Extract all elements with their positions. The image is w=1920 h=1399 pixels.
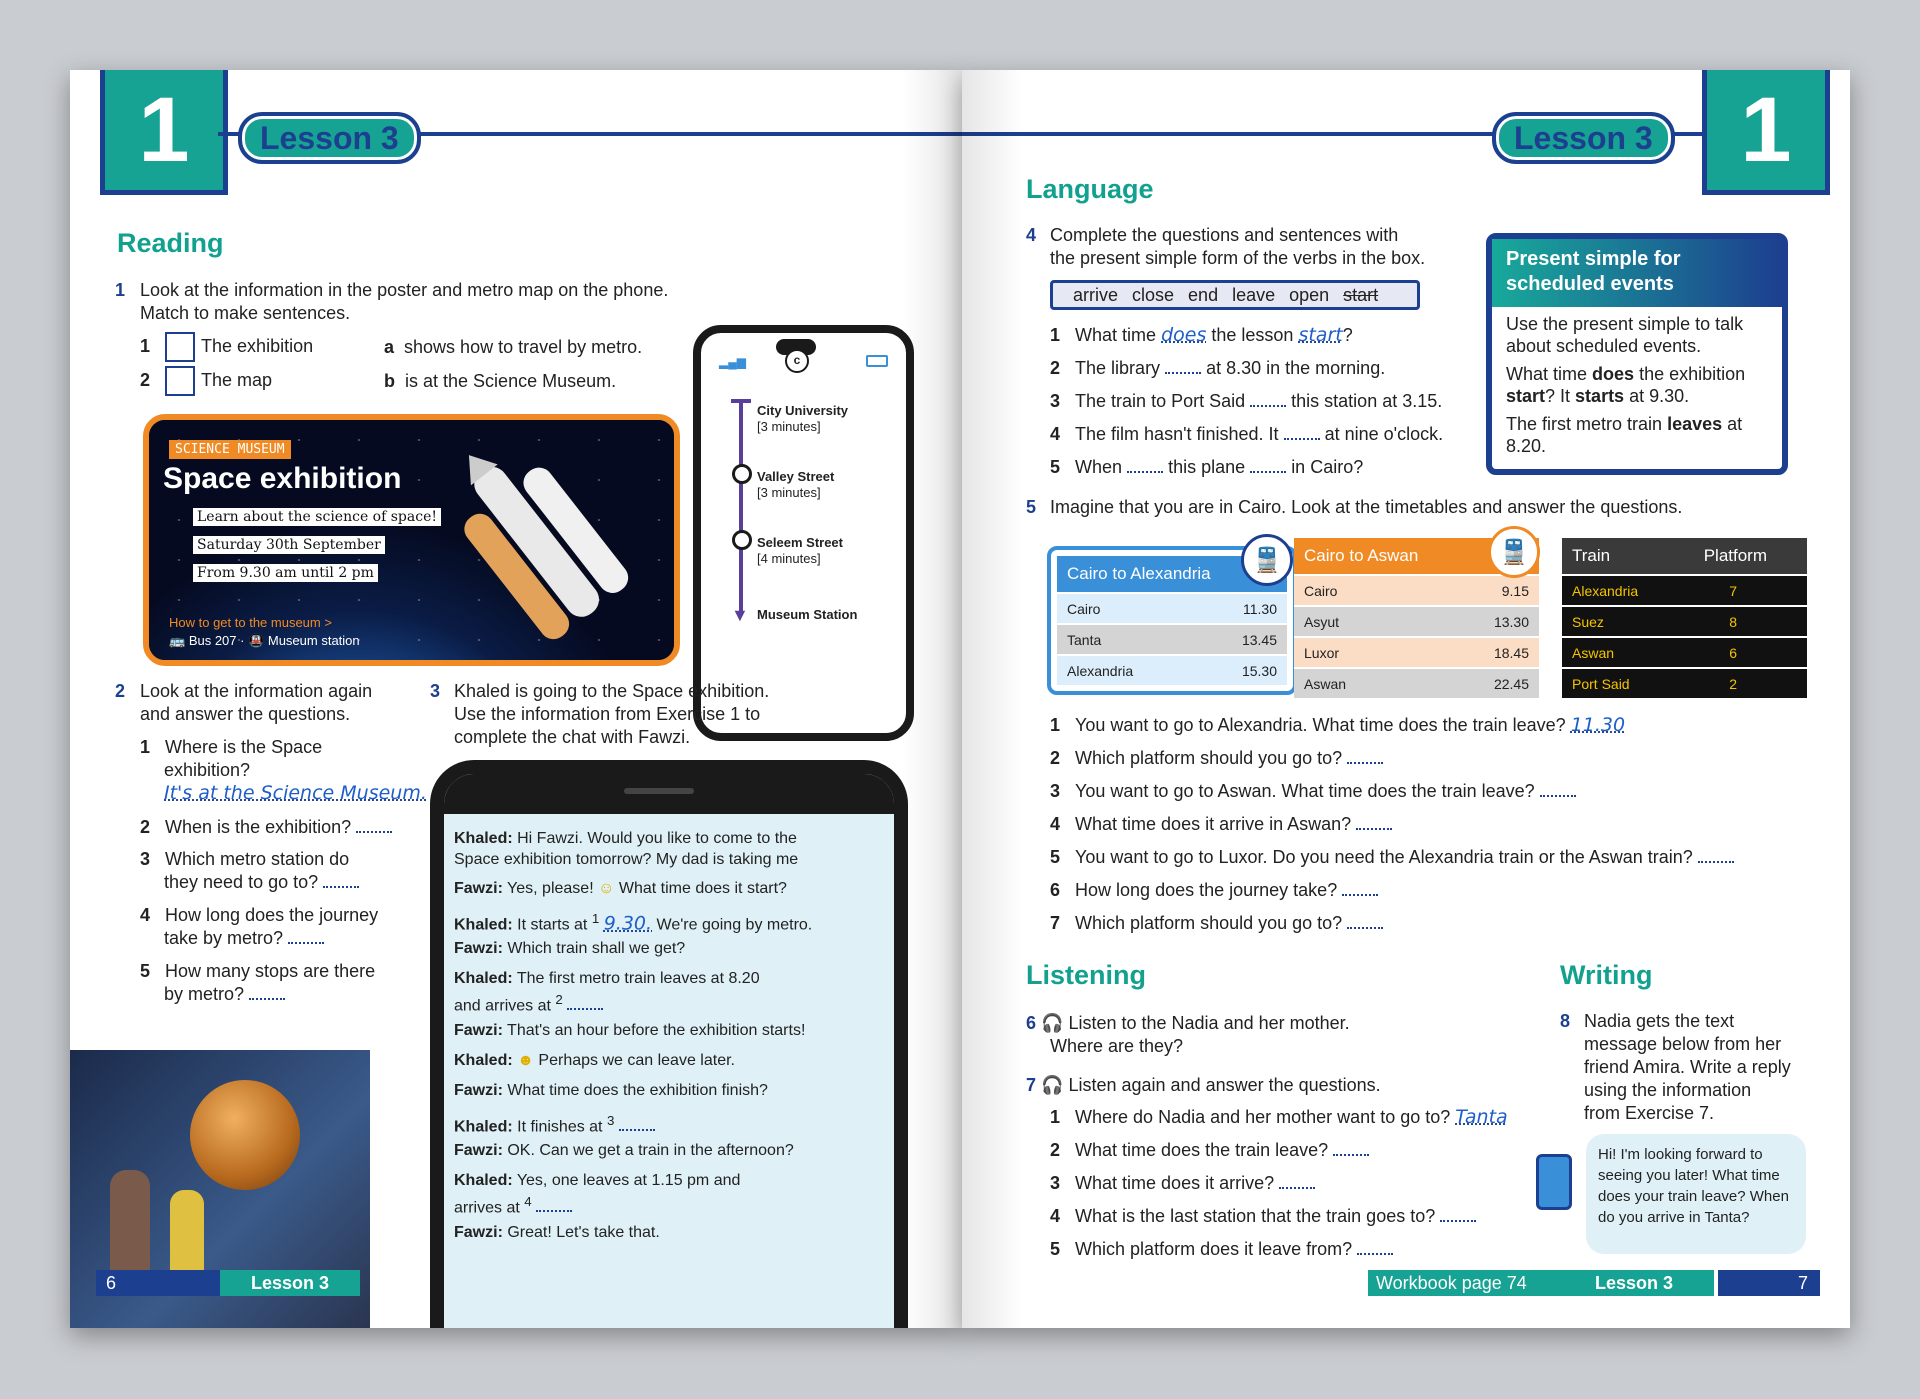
ex4-number: 4	[1026, 225, 1037, 245]
mobile-phone-icon	[1536, 1154, 1572, 1210]
ex1-item-1: 1 The exhibition	[140, 332, 313, 362]
ex2-q5: 5 How many stops are there by metro?	[140, 961, 376, 1004]
ex2-q4: 4 How long does the journey take by metro?	[140, 905, 379, 948]
smile-emoji-icon: ☺	[598, 880, 615, 897]
verb: start	[1343, 284, 1379, 305]
answer-blank[interactable]	[567, 994, 603, 1010]
section-title-writing: Writing	[1560, 960, 1653, 990]
ex7-q4: 4 What is the last station that the train goes to?	[1050, 1205, 1476, 1228]
metro-stop-4: Museum Station	[757, 607, 858, 622]
verb: close	[1132, 284, 1175, 305]
section-title-listening: Listening	[1026, 960, 1146, 990]
ex4-instruction: Complete the questions and sentences with the present simple form of the verbs in the box.	[1050, 225, 1426, 268]
poster-line-1: Learn about the science of space!	[193, 508, 441, 526]
space-exhibition-poster	[143, 414, 680, 666]
verb: arrive	[1073, 284, 1119, 305]
table-row: Aswan 22.45	[1294, 669, 1539, 698]
chat-message-2: Fawzi: Yes, please! ☺ What time does it start?	[454, 880, 787, 897]
poster-title: Space exhibition	[163, 462, 402, 495]
ex3-number: 3	[430, 681, 441, 701]
section-title-language: Language	[1026, 174, 1154, 204]
answer-blank[interactable]	[356, 817, 392, 833]
grammar-title: Present simple for scheduled events	[1492, 239, 1782, 307]
ex5-q2: 2 Which platform should you go to?	[1050, 747, 1383, 770]
space-shuttle-image	[409, 430, 669, 650]
answer-blank[interactable]	[323, 872, 359, 888]
chat-message-8: Fawzi: What time does the exhibition finish?	[454, 1082, 768, 1099]
table-row: Asyut 13.30	[1294, 607, 1539, 636]
ex2-q2: 2 When is the exhibition?	[140, 816, 392, 839]
table-row: Luxor 18.45	[1294, 638, 1539, 667]
answer-blank[interactable]	[1342, 880, 1378, 896]
train-icon: 🚆	[1241, 534, 1293, 586]
bus-icon: 🚌	[169, 633, 189, 648]
ex4-q4: 4 The film hasn't finished. It at nine o'clock.	[1050, 424, 1444, 444]
footer-lesson: Lesson 3	[1554, 1270, 1714, 1296]
answer-blank[interactable]	[1279, 1173, 1315, 1189]
metro-stop-3: Seleem Street [4 minutes]	[757, 535, 843, 566]
verb: open	[1289, 284, 1330, 305]
timetable-title: Cairo to Alexandria	[1057, 556, 1287, 592]
headphones-icon[interactable]: 🎧	[1041, 1013, 1064, 1033]
table-row: Port Said 2	[1562, 669, 1807, 698]
chat-message-9: Khaled: It finishes at $^3$	[454, 1110, 849, 1137]
ex1-number: 1	[115, 280, 126, 300]
poster-bus-info: 🚌 Bus 207 · 🚇 Museum station	[169, 633, 360, 648]
ex2-q3: 3 Which metro station do they need to go to?	[140, 848, 359, 894]
ex2-q1: 1 Where is the Space exhibition? It's at the Science Museum.	[140, 737, 427, 804]
grammar-box	[1486, 233, 1788, 475]
section-title-reading: Reading	[117, 228, 224, 258]
answer-box-2[interactable]	[165, 366, 195, 396]
workbook-link[interactable]: Workbook page 74	[1368, 1270, 1558, 1296]
metro-line	[739, 401, 743, 611]
chat-message-1: Khaled: Hi Fawzi. Would you like to come to the Space exhibition tomorrow? My dad is taking me	[454, 830, 799, 868]
ex4-q3: 3 The train to Port Said this station at 3.15.	[1050, 391, 1443, 411]
phone-speaker	[624, 788, 694, 794]
answer-blank[interactable]	[1440, 1206, 1476, 1222]
ex2-number: 2	[115, 681, 126, 701]
table-row: Alexandria 7	[1562, 576, 1807, 605]
ex5-number: 5	[1026, 497, 1037, 517]
answer-blank[interactable]	[1333, 1140, 1369, 1156]
planet-sphere	[190, 1080, 300, 1190]
answer-blank[interactable]	[1347, 913, 1383, 929]
left-page	[70, 70, 962, 1328]
visitor-figure	[110, 1170, 150, 1280]
phone-label: c	[785, 349, 809, 373]
unit-number: 1	[100, 70, 228, 195]
footer-lesson: Lesson 3	[220, 1270, 360, 1296]
ex1-match-b: b is at the Science Museum.	[384, 371, 617, 391]
metro-phone	[693, 325, 914, 741]
answer-blank[interactable]	[1250, 391, 1286, 407]
ex4-q1: 1 What time does the lesson start?	[1050, 324, 1353, 346]
answer-blank[interactable]	[1127, 457, 1163, 473]
metro-stop-1: City University [3 minutes]	[757, 403, 849, 434]
poster-tag: SCIENCE MUSEUM	[169, 440, 291, 459]
ex5-q5: 5 You want to go to Luxor. Do you need the Alexandria train or the Aswan train?	[1050, 846, 1734, 869]
table-row: Suez 8	[1562, 607, 1807, 636]
verb-box	[1050, 280, 1420, 310]
stop-marker	[732, 530, 752, 550]
ex3-instruction: Khaled is going to the Space exhibition. Use the information from Exercise 1 to complete the chat with Fawzi.	[454, 681, 770, 747]
table-row: Alexandria 15.30	[1057, 656, 1287, 685]
answer-blank[interactable]	[619, 1115, 655, 1131]
page-number: 7	[1718, 1270, 1820, 1296]
answer-blank[interactable]	[1356, 814, 1392, 830]
page-number: 6	[96, 1270, 226, 1296]
ex2-instruction: Look at the information again and answer the questions.	[140, 681, 373, 724]
ex5-q4: 4 What time does it arrive in Aswan?	[1050, 813, 1392, 836]
ex4-q5: 5 When this plane in Cairo?	[1050, 457, 1364, 477]
answer-blank[interactable]	[1540, 781, 1576, 797]
answer-blank[interactable]	[1284, 424, 1320, 440]
text-message-bubble: Hi! I'm looking forward to seeing you later! What time does your train leave? When do you arrive in Tanta?	[1586, 1134, 1806, 1254]
battery-icon	[866, 355, 888, 367]
chat-message-7: Khaled: ☻ Perhaps we can leave later.	[454, 1052, 735, 1069]
lesson-title: Lesson 3	[238, 112, 421, 164]
ex1-item-2: 2 The map	[140, 366, 272, 396]
poster-link[interactable]: How to get to the museum >	[169, 615, 332, 630]
ex8-number: 8	[1560, 1011, 1571, 1031]
answer-blank[interactable]	[288, 928, 324, 944]
ex4-q2: 2 The library at 8.30 in the morning.	[1050, 358, 1386, 378]
platform-board-header: Train Platform	[1562, 538, 1807, 574]
answer-blank[interactable]	[1250, 457, 1286, 473]
answer-blank[interactable]	[1357, 1239, 1393, 1255]
thinking-emoji-icon: ☻	[517, 1052, 534, 1069]
stop-marker	[732, 464, 752, 484]
verb: leave	[1232, 284, 1276, 305]
answer-blank[interactable]	[536, 1196, 572, 1212]
answer-blank[interactable]	[1347, 748, 1383, 764]
table-row: Cairo 11.30	[1057, 594, 1287, 623]
answer-blank[interactable]	[249, 984, 285, 1000]
ex7-q1: 1 Where do Nadia and her mother want to go to? Tanta	[1050, 1106, 1508, 1128]
signal-icon: ▂▄▆	[719, 355, 746, 369]
table-row: Tanta 13.45	[1057, 625, 1287, 654]
ex5-q7: 7 Which platform should you go to?	[1050, 912, 1383, 935]
chat-message-6: Fawzi: That's an hour before the exhibition starts!	[454, 1022, 806, 1039]
ex1-instruction: Look at the information in the poster and metro map on the phone. Match to make sentences.	[140, 280, 669, 323]
chat-message-11: Khaled: Yes, one leaves at 1.15 pm and arrives at $^4$	[454, 1172, 741, 1217]
ex7: 7 🎧 Listen again and answer the questions.	[1026, 1075, 1381, 1095]
ex5-instruction: Imagine that you are in Cairo. Look at the timetables and answer the questions.	[1050, 497, 1683, 517]
table-row: Cairo 9.15	[1294, 576, 1539, 605]
grammar-body: Use the present simple to talk about scheduled events. What time does the exhibition start? It starts at 9.30. The first metro train leaves at 8.20.	[1506, 314, 1746, 456]
chat-message-3: Khaled: It starts at $^1$ 9.30. We're going by metro.	[454, 911, 813, 935]
chat-message-10: Fawzi: OK. Can we get a train in the afternoon?	[454, 1142, 794, 1159]
poster-line-2: Saturday 30th September	[193, 536, 385, 554]
ex7-q5: 5 Which platform does it leave from?	[1050, 1238, 1393, 1261]
answer-box-1[interactable]	[165, 332, 195, 362]
lesson-title: Lesson 3	[1492, 112, 1675, 164]
visitor-figure	[170, 1190, 204, 1280]
arrow-down-icon: ▼	[731, 605, 749, 625]
answer-blank[interactable]	[1698, 847, 1734, 863]
ex5-q1: 1 You want to go to Alexandria. What time does the train leave? 11.30	[1050, 714, 1626, 736]
ex8-instruction: Nadia gets the text message below from her friend Amira. Write a reply using the information from Exercise 7.	[1584, 1011, 1791, 1123]
chat-message-5: Khaled: The first metro train leaves at 8.20 and arrives at $^2$	[454, 970, 760, 1015]
ex1-match-a: a shows how to travel by metro.	[384, 337, 643, 357]
verb: end	[1188, 284, 1219, 305]
ex6: 6 🎧 Listen to the Nadia and her mother. Where are they?	[1026, 1013, 1350, 1056]
timetable-title: Cairo to Aswan	[1294, 538, 1539, 574]
metro-stop-2: Valley Street [3 minutes]	[757, 469, 835, 500]
chat-message-4: Fawzi: Which train shall we get?	[454, 940, 686, 957]
poster-line-3: From 9.30 am until 2 pm	[193, 564, 378, 582]
ex5-q3: 3 You want to go to Aswan. What time does the train leave?	[1050, 780, 1576, 803]
ex2-q1-answer: It's at the Science Museum.	[164, 782, 427, 804]
ex7-q3: 3 What time does it arrive?	[1050, 1172, 1315, 1195]
train-icon: 🚆	[1488, 526, 1540, 578]
table-row: Aswan 6	[1562, 638, 1807, 667]
platform-board	[1562, 538, 1807, 698]
ex5-q6: 6 How long does the journey take?	[1050, 879, 1378, 902]
ex7-q2: 2 What time does the train leave?	[1050, 1139, 1369, 1162]
answer-blank[interactable]	[1165, 358, 1201, 374]
unit-number: 1	[1702, 70, 1830, 195]
headphones-icon[interactable]: 🎧	[1041, 1075, 1064, 1095]
chat-message-12: Fawzi: Great! Let's take that.	[454, 1224, 660, 1241]
